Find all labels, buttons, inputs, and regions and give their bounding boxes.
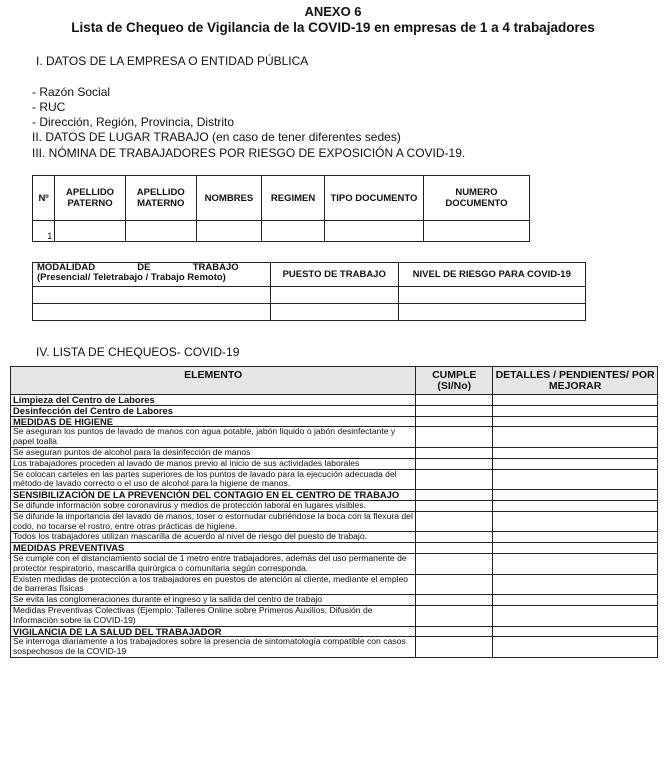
checklist-details-cell[interactable] xyxy=(493,395,658,406)
checklist-header-details: DETALLES / PENDIENTES/ POR MEJORAR xyxy=(493,367,658,395)
checklist-item-text: Medidas Preventivas Colectivas (Ejemplo: Talleres Online sobre Primeros Auxilios, Difusión de Información sobre la COVID-19) xyxy=(11,605,416,626)
checklist-row xyxy=(11,427,658,448)
section-1-item-ruc: - RUC xyxy=(32,100,66,114)
checklist-cumple-cell[interactable] xyxy=(416,395,493,406)
workers-cell[interactable] xyxy=(423,221,529,242)
checklist-details-cell[interactable] xyxy=(493,637,658,658)
workers-header-number: Nº xyxy=(33,176,55,221)
checklist-details-cell[interactable] xyxy=(493,447,658,458)
section-2-heading: II. DATOS DE LUGAR TRABAJO (en caso de tener diferentes sedes) xyxy=(32,130,401,144)
annex-label: ANEXO 6 xyxy=(304,4,362,19)
checklist-cumple-cell[interactable] xyxy=(416,427,493,448)
workers-cell[interactable] xyxy=(55,221,126,242)
job-position-header: PUESTO DE TRABAJO xyxy=(270,263,398,287)
checklist-row xyxy=(11,626,658,637)
checklist-cumple-cell[interactable] xyxy=(416,447,493,458)
document-title: Lista de Chequeo de Vigilancia de la COVID-19 en empresas de 1 a 4 trabajadores xyxy=(71,20,595,35)
checklist-item-text: Los trabajadores proceden al lavado de manos previo al inicio de sus actividades laborales xyxy=(11,458,416,469)
section-1-item-business-name: - Razón Social xyxy=(32,85,111,99)
checklist-row xyxy=(11,574,658,595)
checklist-item-text: Se colocan carteles en las partes superiores de los puntos de lavado para la ejecución adecuada del método de lavado correcto o el uso de alcohol para la higiene de manos. xyxy=(11,469,416,490)
modality-cell[interactable] xyxy=(398,287,585,304)
checklist-cumple-cell[interactable] xyxy=(416,543,493,554)
checklist-section-title: SENSIBILIZACIÓN DE LA PREVENCIÓN DEL CONTAGIO EN EL CENTRO DE TRABAJO xyxy=(11,490,416,501)
checklist-row xyxy=(11,605,658,626)
modality-cell[interactable] xyxy=(398,304,585,321)
checklist-details-cell[interactable] xyxy=(493,532,658,543)
workers-header-document-type: TIPO DOCUMENTO xyxy=(324,176,423,221)
checklist-item-text: Se difunde información sobre coronavirus y medios de protección laboral en lugares visibles. xyxy=(11,500,416,511)
checklist-cumple-cell[interactable] xyxy=(416,574,493,595)
checklist-item-text: Se evita las conglomeraciones durante el ingreso y la salida del centro de trabajo xyxy=(11,595,416,606)
modality-header xyxy=(33,263,271,287)
checklist-details-cell[interactable] xyxy=(493,543,658,554)
checklist-row xyxy=(11,532,658,543)
checklist-cumple-cell[interactable] xyxy=(416,532,493,543)
risk-level-header: NIVEL DE RIESGO PARA COVID-19 xyxy=(398,263,585,287)
workers-cell[interactable] xyxy=(262,221,325,242)
checklist-cumple-cell[interactable] xyxy=(416,416,493,427)
checklist-header-cumple: CUMPLE (SI/No) xyxy=(416,367,493,395)
workers-header-regime: REGIMEN xyxy=(262,176,325,221)
checklist-section-title: MEDIDAS PREVENTIVAS xyxy=(11,543,416,554)
checklist-details-cell[interactable] xyxy=(493,553,658,574)
checklist-item-text: Se difunde la importancia del lavado de manos, toser o estornudar cubriéndose la boca con la flexura del codo, no tocarse el rostro, entre otras prácticas de higiene. xyxy=(11,511,416,532)
checklist-row xyxy=(11,511,658,532)
workers-cell[interactable] xyxy=(125,221,196,242)
checklist-section-title: MEDIDAS DE HIGIENE xyxy=(11,416,416,427)
checklist-cumple-cell[interactable] xyxy=(416,553,493,574)
checklist-row xyxy=(11,469,658,490)
checklist-cumple-cell[interactable] xyxy=(416,469,493,490)
checklist-row xyxy=(11,553,658,574)
checklist-details-cell[interactable] xyxy=(493,500,658,511)
checklist-header-element: ELEMENTO xyxy=(11,367,416,395)
checklist-details-cell[interactable] xyxy=(493,605,658,626)
checklist-details-cell[interactable] xyxy=(493,405,658,416)
checklist-cumple-cell[interactable] xyxy=(416,458,493,469)
checklist-section-title: Limpieza del Centro de Labores xyxy=(11,395,416,406)
checklist-item-text: Se aseguran los puntos de lavado de manos con agua potable, jabón liquido o jabón desinfectante y papel toalla xyxy=(11,427,416,448)
workers-header-paternal-surname: APELLIDO PATERNO xyxy=(55,176,126,221)
checklist-item-text: Existen medidas de protección a los trabajadores en puestos de atención al cliente, mediante el empleo de barreras físicas xyxy=(11,574,416,595)
modality-title: MODALIDAD DE TRABAJO xyxy=(37,262,239,273)
checklist-cumple-cell[interactable] xyxy=(416,490,493,501)
checklist-details-cell[interactable] xyxy=(493,595,658,606)
checklist-row xyxy=(11,637,658,658)
checklist-details-cell[interactable] xyxy=(493,416,658,427)
checklist-cumple-cell[interactable] xyxy=(416,500,493,511)
checklist-row xyxy=(11,405,658,416)
modality-cell[interactable] xyxy=(270,287,398,304)
checklist-item-text: Se interroga diariamente a los trabajadores sobre la presencia de sintomatología compatible con casos sospechosos de la COVID-19 xyxy=(11,637,416,658)
checklist-details-cell[interactable] xyxy=(493,427,658,448)
checklist-item-text: Se cumple con el distanciamiento social de 1 metro entre trabajadores, además del uso permanente de protector respiratorio, mascarilla quirúrgica o comunitaria según corresponda. xyxy=(11,553,416,574)
checklist-details-cell[interactable] xyxy=(493,490,658,501)
section-1-item-address: - Dirección, Región, Provincia, Distrito xyxy=(32,115,235,129)
modality-subtitle: (Presencial/ Teletrabajo / Trabajo Remoto) xyxy=(37,272,226,283)
section-1-heading: I. DATOS DE LA EMPRESA O ENTIDAD PÚBLICA xyxy=(36,54,309,68)
checklist-cumple-cell[interactable] xyxy=(416,595,493,606)
workers-cell[interactable] xyxy=(324,221,423,242)
section-4-heading: IV. LISTA DE CHEQUEOS- COVID-19 xyxy=(36,345,240,359)
workers-header-maternal-surname: APELLIDO MATERNO xyxy=(125,176,196,221)
section-3-heading: III. NÓMINA DE TRABAJADORES POR RIESGO DE EXPOSICIÓN A COVID-19. xyxy=(32,146,466,160)
checklist-row xyxy=(11,395,658,406)
checklist-details-cell[interactable] xyxy=(493,574,658,595)
modality-cell[interactable] xyxy=(33,287,271,304)
checklist-row xyxy=(11,416,658,427)
checklist-row xyxy=(11,490,658,501)
modality-table xyxy=(32,262,586,321)
checklist-details-cell[interactable] xyxy=(493,511,658,532)
checklist-item-text: Se aseguran puntos de alcohol para la desinfección de manos xyxy=(11,447,416,458)
workers-header-document-number: NUMERO DOCUMENTO xyxy=(423,176,529,221)
workers-row-number: 1 xyxy=(33,221,55,242)
workers-cell[interactable] xyxy=(196,221,262,242)
checklist-row xyxy=(11,447,658,458)
checklist-details-cell[interactable] xyxy=(493,469,658,490)
modality-cell[interactable] xyxy=(270,304,398,321)
checklist-cumple-cell[interactable] xyxy=(416,626,493,637)
checklist-row xyxy=(11,458,658,469)
checklist-table xyxy=(10,366,658,658)
checklist-cumple-cell[interactable] xyxy=(416,511,493,532)
checklist-section-title: Desinfección del Centro de Labores xyxy=(11,405,416,416)
checklist-row xyxy=(11,595,658,606)
checklist-row xyxy=(11,500,658,511)
checklist-item-text: Todos los trabajadores utilizan mascarilla de acuerdo al nivel de riesgo del puesto de trabajo. xyxy=(11,532,416,543)
checklist-details-cell[interactable] xyxy=(493,458,658,469)
modality-cell[interactable] xyxy=(33,304,271,321)
workers-header-names: NOMBRES xyxy=(196,176,262,221)
checklist-cumple-cell[interactable] xyxy=(416,605,493,626)
workers-table xyxy=(32,175,530,242)
checklist-cumple-cell[interactable] xyxy=(416,637,493,658)
checklist-details-cell[interactable] xyxy=(493,626,658,637)
checklist-row xyxy=(11,543,658,554)
checklist-section-title: VIGILANCIA DE LA SALUD DEL TRABAJADOR xyxy=(11,626,416,637)
checklist-cumple-cell[interactable] xyxy=(416,405,493,416)
